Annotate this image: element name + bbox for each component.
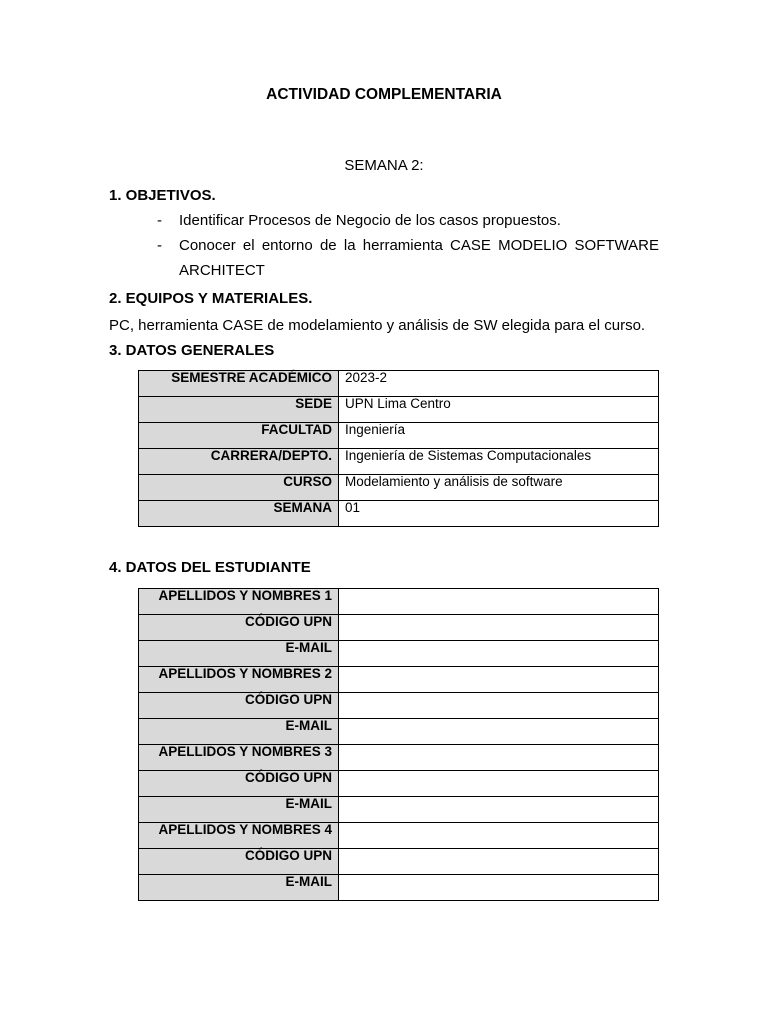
code-field[interactable] xyxy=(339,615,659,641)
row-label: CÓDIGO UPN xyxy=(139,771,339,797)
row-label: APELLIDOS Y NOMBRES 4 xyxy=(139,823,339,849)
table-row xyxy=(139,475,659,501)
table-row xyxy=(139,745,659,771)
row-label: E-MAIL xyxy=(139,797,339,823)
row-value: 2023-2 xyxy=(339,371,659,397)
general-data-table xyxy=(138,370,659,527)
row-label: CÓDIGO UPN xyxy=(139,693,339,719)
table-row xyxy=(139,823,659,849)
row-label: CÓDIGO UPN xyxy=(139,615,339,641)
row-label: SEMANA xyxy=(139,501,339,527)
row-label: APELLIDOS Y NOMBRES 3 xyxy=(139,745,339,771)
email-field[interactable] xyxy=(339,719,659,745)
table-row xyxy=(139,615,659,641)
student-data-table xyxy=(138,588,659,901)
row-label: APELLIDOS Y NOMBRES 2 xyxy=(139,667,339,693)
row-label: E-MAIL xyxy=(139,641,339,667)
table-row xyxy=(139,423,659,449)
objectives-heading: 1. OBJETIVOS. xyxy=(109,187,216,204)
table-row xyxy=(139,771,659,797)
document-title: ACTIVIDAD COMPLEMENTARIA xyxy=(266,86,502,103)
row-label: FACULTAD xyxy=(139,423,339,449)
bullet-dash: - xyxy=(157,212,162,229)
row-label: SEDE xyxy=(139,397,339,423)
row-label: E-MAIL xyxy=(139,719,339,745)
week-label xyxy=(0,157,768,174)
name-field[interactable] xyxy=(339,589,659,615)
table-row xyxy=(139,371,659,397)
table-row xyxy=(139,797,659,823)
name-field[interactable] xyxy=(339,667,659,693)
table-row xyxy=(139,693,659,719)
table-row xyxy=(139,589,659,615)
general-data-heading: 3. DATOS GENERALES xyxy=(109,342,275,359)
code-field[interactable] xyxy=(339,771,659,797)
email-field[interactable] xyxy=(339,641,659,667)
row-value: Modelamiento y análisis de software xyxy=(339,475,659,501)
week-text: SEMANA 2: xyxy=(344,157,424,174)
bullet-dash: - xyxy=(157,237,162,254)
row-label: E-MAIL xyxy=(139,875,339,901)
table-row xyxy=(139,397,659,423)
email-field[interactable] xyxy=(339,875,659,901)
row-label: APELLIDOS Y NOMBRES 1 xyxy=(139,589,339,615)
objective-item-1 xyxy=(157,208,659,233)
student-data-heading: 4. DATOS DEL ESTUDIANTE xyxy=(109,559,311,576)
row-label: CARRERA/DEPTO. xyxy=(139,449,339,475)
row-value: UPN Lima Centro xyxy=(339,397,659,423)
row-label: CURSO xyxy=(139,475,339,501)
name-field[interactable] xyxy=(339,823,659,849)
row-value: Ingeniería de Sistemas Computacionales xyxy=(339,449,659,475)
row-label: CÓDIGO UPN xyxy=(139,849,339,875)
objective-text: Conocer el entorno de la herramienta CASE MODELIO SOFTWARE ARCHITECT xyxy=(179,237,659,279)
row-label: SEMESTRE ACADÉMICO xyxy=(139,371,339,397)
table-row xyxy=(139,875,659,901)
objective-text: Identificar Procesos de Negocio de los casos propuestos. xyxy=(179,212,561,229)
objective-item-2 xyxy=(157,233,659,283)
equipment-heading: 2. EQUIPOS Y MATERIALES. xyxy=(109,290,313,307)
table-row xyxy=(139,449,659,475)
table-row xyxy=(139,501,659,527)
table-row xyxy=(139,719,659,745)
table-row xyxy=(139,849,659,875)
code-field[interactable] xyxy=(339,693,659,719)
email-field[interactable] xyxy=(339,797,659,823)
table-row xyxy=(139,641,659,667)
table-row xyxy=(139,667,659,693)
name-field[interactable] xyxy=(339,745,659,771)
equipment-text: PC, herramienta CASE de modelamiento y análisis de SW elegida para el curso. xyxy=(109,317,646,334)
code-field[interactable] xyxy=(339,849,659,875)
row-value: 01 xyxy=(339,501,659,527)
row-value: Ingeniería xyxy=(339,423,659,449)
